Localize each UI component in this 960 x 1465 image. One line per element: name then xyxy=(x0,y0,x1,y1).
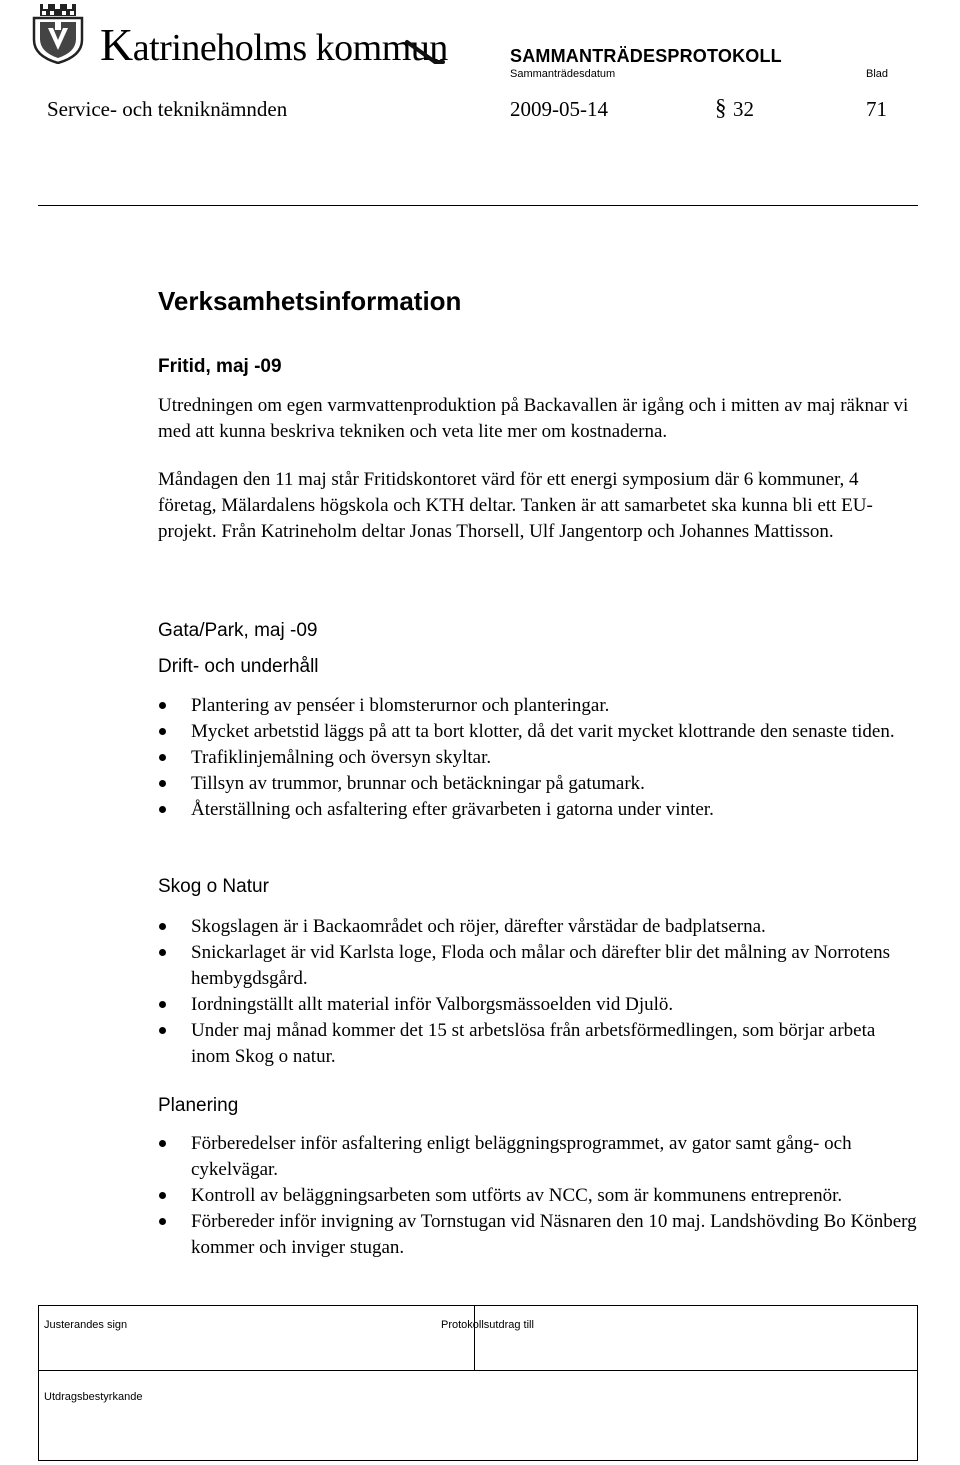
committee-name: Service- och tekniknämnden xyxy=(47,97,288,121)
protokollsutdrag-label: Protokollsutdrag till xyxy=(441,1319,534,1331)
justerandes-sign-label: Justerandes sign xyxy=(44,1319,128,1331)
list-item: Under maj månad kommer det 15 st arbetslösa från arbetsförmedlingen, som börjar arbeta inom Skog o natur. xyxy=(158,1018,918,1070)
list-item: Återställning och asfaltering efter grävarbeten i gatorna under vinter. xyxy=(158,797,918,823)
subheading-planering: Planering xyxy=(158,1095,239,1116)
logo-rest: atrineholms kommun xyxy=(132,27,448,69)
table-divider-vertical xyxy=(474,1306,475,1370)
section-number: 32 xyxy=(733,97,754,121)
meeting-date-label: Sammanträdesdatum xyxy=(510,68,616,80)
list-item: Förberedelser inför asfaltering enligt beläggningsprogrammet, av gator samt gång- och cykelvägar. xyxy=(158,1131,918,1183)
paragraph-text: Måndagen den 11 maj står Fritidskontoret värd för ett energi symposium där 6 kommuner, 4 företag, Mälardalens högskola och KTH deltar. Tanken är att samarbetet ska kunna bli ett EU- projekt. Från Katrineholm deltar Jonas Thorsell, Ulf Jangentorp och Johannes Mattisson. xyxy=(158,469,873,542)
page-title: Verksamhetsinformation xyxy=(158,286,462,316)
list-item: Tillsyn av trummor, brunnar och betäckningar på gatumark. xyxy=(158,771,918,797)
utdragsbestyrkande-label: Utdragsbestyrkande xyxy=(44,1391,143,1403)
subheading-drift: Drift- och underhåll xyxy=(158,656,319,677)
page-number: 71 xyxy=(866,97,887,121)
document-type: SAMMANTRÄDESPROTOKOLL xyxy=(510,46,782,66)
drift-list xyxy=(158,693,918,823)
list-item: Skogslagen är i Backaområdet och röjer, därefter vårstädar de badplatserna. xyxy=(158,914,918,940)
list-item: Iordningställt allt material inför Valborgsmässoelden vid Djulö. xyxy=(158,992,918,1018)
list-item: Kontroll av beläggningsarbeten som utförts av NCC, som är kommunens entreprenör. xyxy=(158,1183,918,1209)
table-divider-horizontal xyxy=(39,1370,917,1371)
fritid-paragraph-1 xyxy=(158,393,918,445)
subheading-skog: Skog o Natur xyxy=(158,876,269,897)
paragraph-text: Utredningen om egen varmvattenproduktion på Backavallen är igång och i mitten av maj räknar vi med att kunna beskriva tekniken och veta lite mer om kostnaderna. xyxy=(158,395,909,442)
list-item: Förbereder inför invigning av Tornstugan vid Näsnaren den 10 maj. Landshövding Bo Könberg kommer och inviger stugan. xyxy=(158,1209,918,1261)
signature-table xyxy=(38,1305,918,1461)
logo-initial: K xyxy=(100,19,133,70)
organization-logo-text xyxy=(100,18,448,71)
planering-list xyxy=(158,1131,918,1261)
section-heading-fritid: Fritid, maj -09 xyxy=(158,356,282,377)
logo-swoosh-icon xyxy=(405,36,445,66)
list-item: Trafiklinjemålning och översyn skyltar. xyxy=(158,745,918,771)
section-heading-gata-park: Gata/Park, maj -09 xyxy=(158,620,318,641)
list-item: Mycket arbetstid läggs på att ta bort klotter, då det varit mycket klottrande den senaste tiden. xyxy=(158,719,918,745)
municipal-crest-icon xyxy=(30,2,86,64)
fritid-paragraph-2 xyxy=(158,467,918,545)
skog-list xyxy=(158,914,918,1070)
header-divider xyxy=(38,205,918,206)
meeting-date: 2009-05-14 xyxy=(510,97,608,121)
section-mark: § xyxy=(715,95,727,120)
list-item: Plantering av penséer i blomsterurnor och planteringar. xyxy=(158,693,918,719)
list-item: Snickarlaget är vid Karlsta loge, Floda och målar och därefter blir det målning av Norrotens hembygdsgård. xyxy=(158,940,918,992)
page-label: Blad xyxy=(866,68,889,80)
